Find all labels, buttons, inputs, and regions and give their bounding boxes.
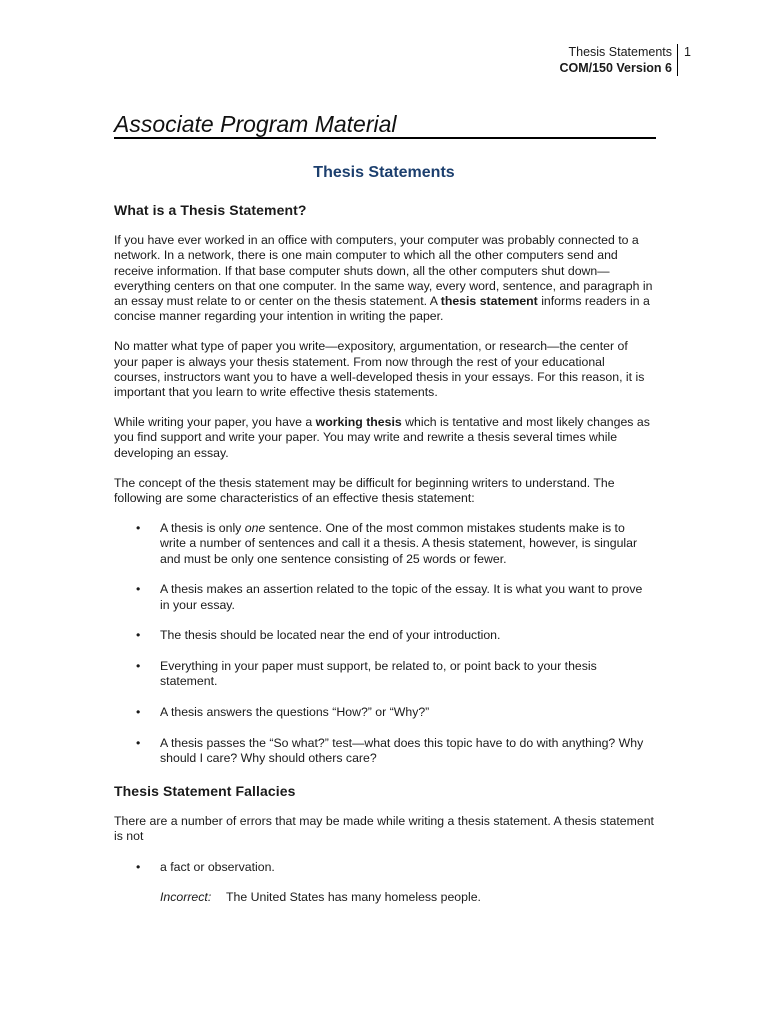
example-label: Incorrect: <box>160 890 212 905</box>
program-banner: Associate Program Material <box>114 111 397 137</box>
header-divider <box>677 44 678 76</box>
italic-emphasis: one <box>244 521 266 536</box>
bold-term: working thesis <box>315 415 402 430</box>
document-title: Thesis Statements <box>313 164 455 181</box>
paragraph-characteristics-intro: The concept of the thesis statement may be difficult for beginning writers to understand. The following are some characteristics of an effective thesis statement: <box>114 475 615 506</box>
section-heading-what-is: What is a Thesis Statement? <box>114 202 307 218</box>
paragraph-center-of-paper: No matter what type of paper you write—expository, argumentation, or research—the center of your paper is always your thesis statement. From now through the rest of your educational courses, instructors want you to have a well-developed thesis in your essays. For this reason, it is important that you learn to write effective thesis statements. <box>114 339 645 400</box>
paragraph-text: informs readers in a concise manner regarding your intention in writing the paper. <box>114 294 650 324</box>
list-item: • The thesis should be located near the end of your introduction. <box>114 628 654 643</box>
list-item: • Everything in your paper must support, be related to, or point back to your thesis statement. <box>114 659 654 689</box>
list-item: • a fact or observation. <box>114 860 654 875</box>
page-number: 1 <box>684 45 691 59</box>
banner-underline <box>114 137 656 139</box>
list-item-text: A thesis is only <box>160 521 245 536</box>
list-item: • A thesis answers the questions “How?” or “Why?” <box>114 705 654 720</box>
characteristics-list <box>114 521 654 766</box>
paragraph-network-analogy <box>114 233 654 324</box>
header-title: Thesis Statements <box>568 45 672 59</box>
list-item-text: sentence. One of the most common mistakes students make is to write a number of sentences and call it a thesis. A thesis statement, however, is singular and must be only one sentence consisting of 25 words or fewer. <box>160 521 638 566</box>
list-item: • A thesis makes an assertion related to the topic of the essay. It is what you want to prove in your essay. <box>114 582 654 612</box>
fallacies-list <box>114 860 654 875</box>
list-item <box>114 521 654 567</box>
running-header <box>559 44 672 76</box>
example-text: The United States has many homeless people. <box>226 890 481 905</box>
paragraph-fallacies-intro: There are a number of errors that may be made while writing a thesis statement. A thesis statement is not <box>114 814 654 844</box>
example-incorrect <box>114 890 654 905</box>
bold-term: thesis statement <box>440 294 538 309</box>
document-body <box>114 203 654 906</box>
header-course-version: COM/150 Version 6 <box>559 61 672 75</box>
paragraph-text: While writing your paper, you have a <box>114 415 316 430</box>
paragraph-text: which is tentative and most likely changes as you find support and write your paper. You may write and rewrite a thesis several times while developing an essay. <box>114 415 650 460</box>
paragraph-working-thesis <box>114 415 654 461</box>
list-item: • A thesis passes the “So what?” test—what does this topic have to do with anything? Why should I care? Why should others care? <box>114 736 654 766</box>
section-heading-fallacies: Thesis Statement Fallacies <box>114 782 296 799</box>
paragraph-text: If you have ever worked in an office with computers, your computer was probably connected to a network. In a network, there is one main computer to which all the other computers send and receive information. If that base computer shuts down, all the other computers shut down—everything centers on that one computer. In the same way, every word, sentence, and paragraph in an essay must relate to or center on the thesis statement. A <box>114 233 653 309</box>
